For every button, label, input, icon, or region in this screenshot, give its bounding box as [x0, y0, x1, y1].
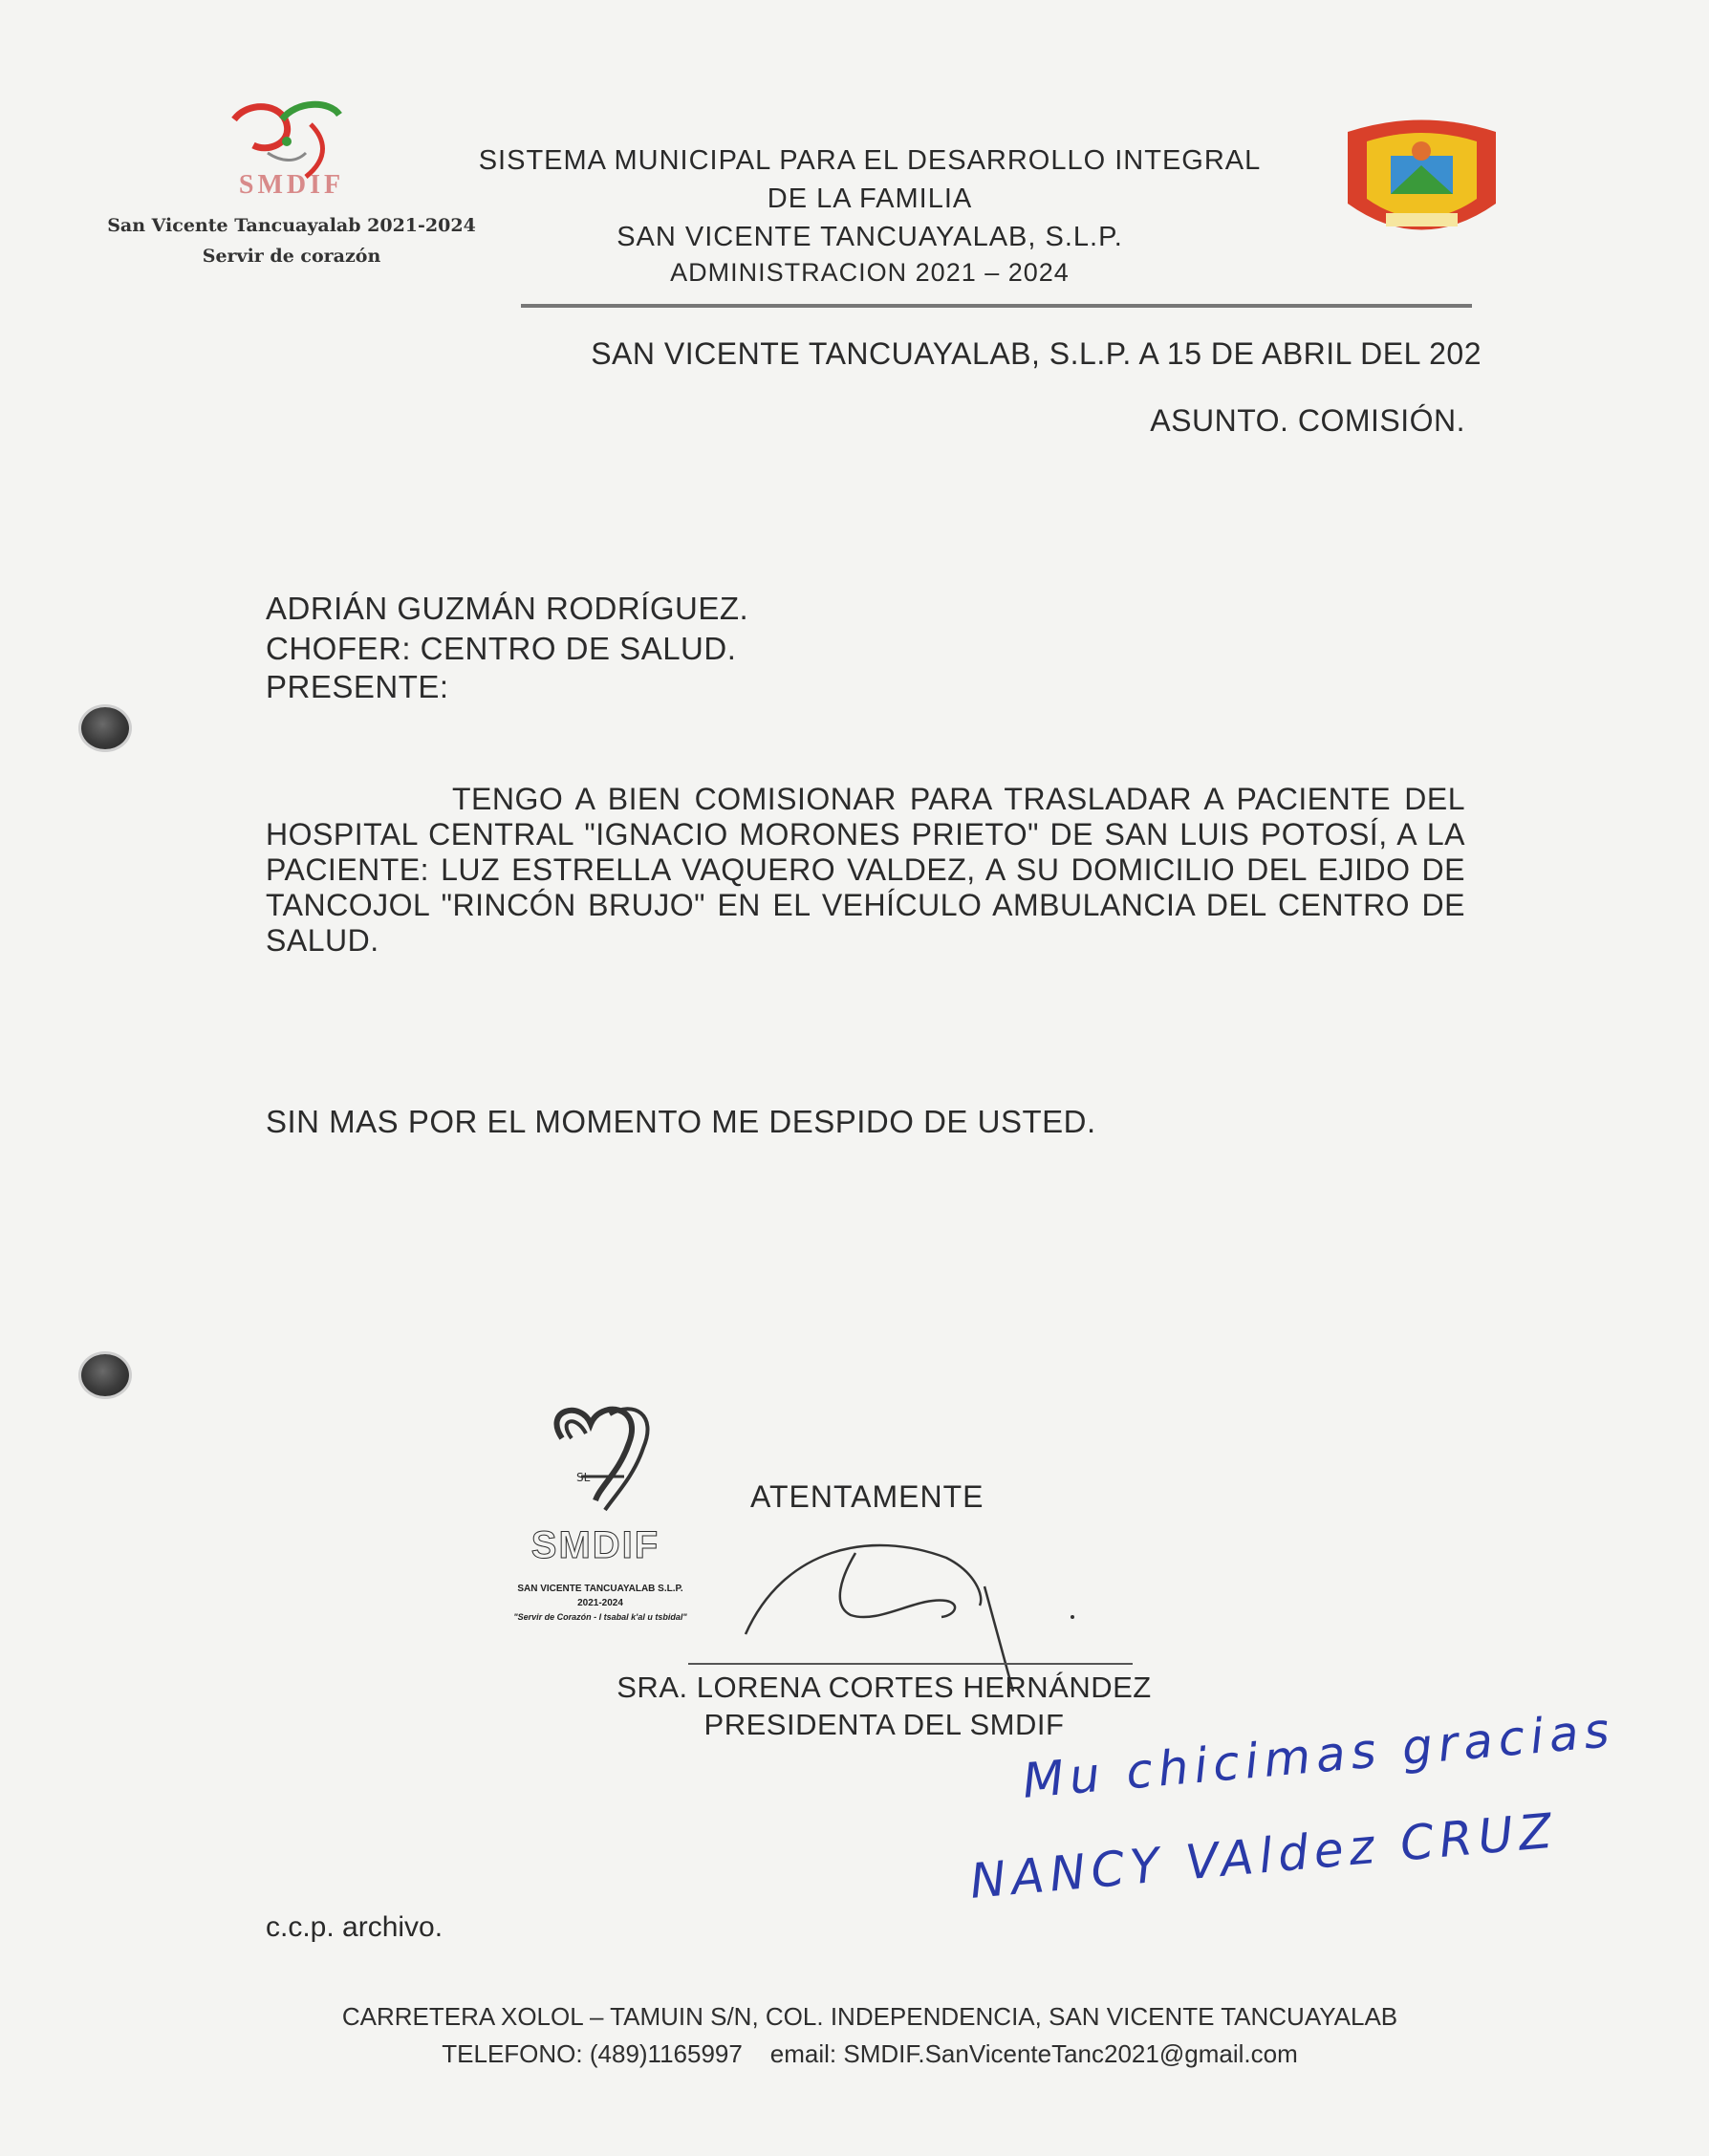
logo-brand-text: SMDIF: [238, 170, 345, 200]
header-divider: [521, 304, 1472, 308]
logo-motto: Servir de corazón: [202, 246, 381, 267]
municipal-seal: [1333, 113, 1510, 256]
recipient-name: ADRIÁN GUZMÁN RODRÍGUEZ.: [266, 591, 749, 626]
logo-subtitle: San Vicente Tancuayalab 2021-2024: [107, 215, 476, 236]
header-line-4: ADMINISTRACION 2021 – 2024: [670, 258, 1070, 287]
footer-contact: [191, 2039, 1548, 2069]
smdif-logo-left: [91, 86, 492, 287]
stamp-line-2: 2021-2024: [577, 1598, 623, 1608]
header-line-2: DE LA FAMILIA: [767, 183, 973, 214]
footer-address: CARRETERA XOLOL – TAMUIN S/N, COL. INDEPENDENCIA, SAN VICENTE TANCUAYALAB: [341, 2002, 1398, 2031]
signer-name: SRA. LORENA CORTES HERNÁNDEZ: [617, 1671, 1152, 1704]
ccp-archivo: c.c.p. archivo.: [266, 1911, 443, 1943]
stamp-line-3: "Servir de Corazón - I tsabal k'al u tsbidal": [513, 1612, 687, 1622]
stamp-line-1: SAN VICENTE TANCUAYALAB S.L.P.: [517, 1584, 683, 1594]
handwritten-name: NANCY VAldez CRUZ: [967, 1802, 1560, 1909]
coat-of-arms-icon: [1333, 113, 1510, 256]
header-line-1: SISTEMA MUNICIPAL PARA EL DESARROLLO INTEGRAL: [478, 145, 1262, 176]
punch-hole-bottom: [81, 1354, 129, 1396]
greeting-atentamente: ATENTAMENTE: [750, 1479, 984, 1514]
stamp-brand: SMDIF: [530, 1524, 660, 1566]
handwritten-signature-icon: [726, 1529, 1137, 1692]
smdif-stamp: [457, 1381, 744, 1639]
recipient-presente: PRESENTE:: [266, 669, 449, 704]
recipient-role: CHOFER: CENTRO DE SALUD.: [266, 631, 737, 666]
subject-line: ASUNTO. COMISIÓN.: [1150, 403, 1465, 438]
signer-title: PRESIDENTA DEL SMDIF: [703, 1708, 1065, 1741]
date-line: SAN VICENTE TANCUAYALAB, S.L.P. A 15 DE ABRIL DEL 202: [591, 336, 1482, 371]
commission-paragraph: TENGO A BIEN COMISIONAR PARA TRASLADAR A PACIENTE DEL HOSPITAL CENTRAL "IGNACIO MORONES PRIETO" DE SAN LUIS POTOSÍ, A LA PACIENTE: LUZ ESTRELLA VAQUERO VALDEZ, A SU DOMICILIO DEL EJIDO DE TANCOJOL "RINCÓN BRUJO" EN EL VEHÍCULO AMBULANCIA DEL CENTRO DE SALUD.: [266, 782, 1465, 958]
svg-text:SL: SL: [576, 1471, 591, 1484]
handwritten-thanks: Mu chicimas gracias: [1020, 1701, 1617, 1809]
stamp-heart-icon: [457, 1381, 744, 1534]
header-line-3: SAN VICENTE TANCUAYALAB, S.L.P.: [617, 222, 1123, 252]
footer-email-link[interactable]: SMDIF.SanVicenteTanc2021@gmail.com: [843, 2039, 1298, 2068]
footer-email-label: email:: [769, 2039, 837, 2068]
closing-line: SIN MAS POR EL MOMENTO ME DESPIDO DE USTED.: [266, 1104, 1096, 1139]
punch-hole-top: [81, 707, 129, 749]
footer-phone: (489)1165997: [589, 2039, 743, 2068]
signature-line: [688, 1663, 1133, 1665]
footer-phone-label: TELEFONO:: [442, 2039, 583, 2068]
